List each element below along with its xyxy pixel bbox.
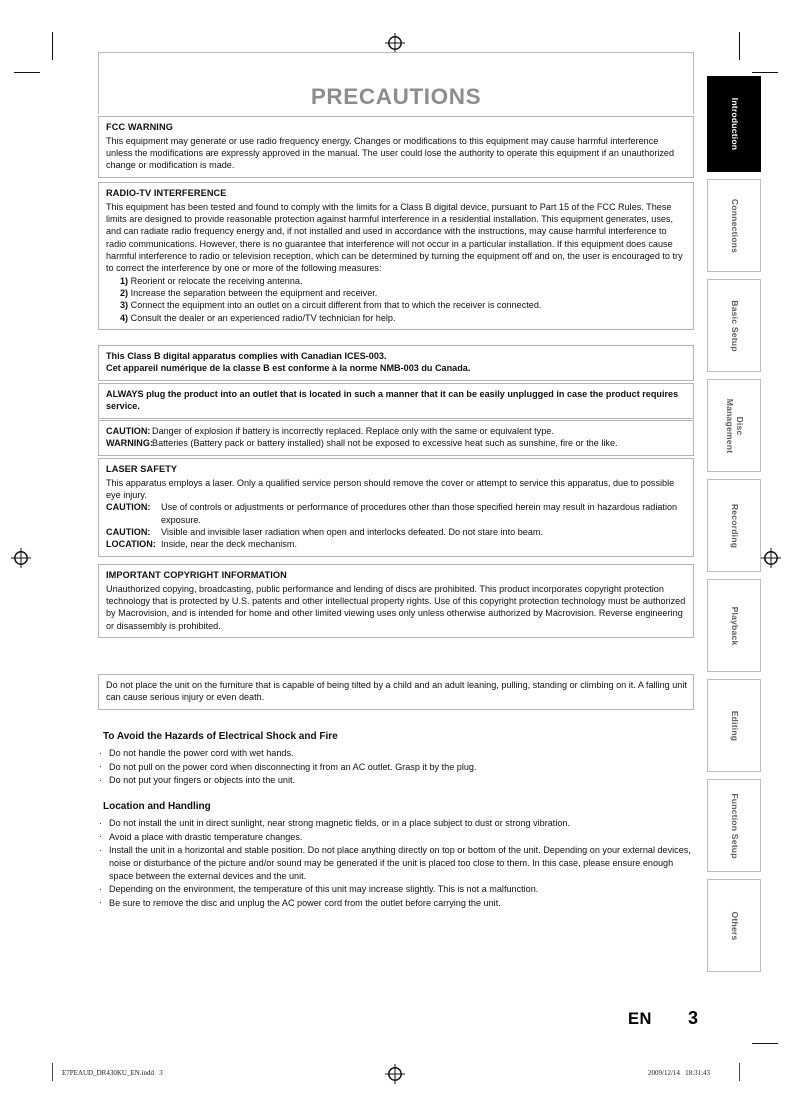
ices-line-english: This Class B digital apparatus complies with Canadian ICES-003. [106, 351, 387, 361]
always-plug-box [98, 383, 694, 419]
caution-label: CAUTION: [106, 502, 151, 513]
list-item [106, 287, 687, 299]
list-item-text: Depending on the environment, the temperature of this unit may increase slightly. This is not a malfunction. [109, 884, 539, 895]
tab-recording[interactable] [707, 479, 761, 572]
registration-mark-bottom [384, 1063, 406, 1085]
caution-text: Visible and invisible laser radiation when open and interlocks defeated. Do not stare into beam. [161, 526, 544, 537]
tab-label: Editing [729, 710, 740, 741]
fcc-warning-body: This equipment may generate or use radio frequency energy. Changes or modifications to this equipment may cause harmful interference unless the modifications are expressly approved in the manual. The user could lose the authority to operate this equipment if an unauthorized change or modification is made. [106, 135, 675, 171]
tab-playback[interactable] [707, 579, 761, 672]
bullet-icon: · [99, 844, 103, 855]
laser-caution-row-2 [106, 526, 687, 538]
measure-text: Connect the equipment into an outlet on a circuit different from that to which the receiver is connected. [130, 300, 542, 311]
radio-tv-measures-list [106, 275, 687, 324]
list-item-text: Do not pull on the power cord when disconnecting it from an AC outlet. Grasp it by the plug. [109, 761, 477, 772]
crop-mark-right-bottom-horizontal [752, 1043, 778, 1044]
list-item [98, 761, 698, 774]
list-item [106, 299, 687, 311]
tab-label: Disc Management [725, 398, 745, 453]
tab-label: Basic Setup [729, 299, 740, 352]
caution-text: Danger of explosion if battery is incorrectly replaced. Replace only with the same or equivalent type. [152, 426, 554, 436]
list-item [106, 275, 687, 287]
registration-mark-left [10, 547, 32, 569]
bullet-icon: · [99, 774, 103, 785]
caution-label: CAUTION: [106, 426, 151, 436]
tab-label: Introduction [729, 97, 740, 151]
list-item [106, 312, 687, 324]
ices-line-french: Cet appareil numérique de la classe B est conforme à la norme NMB-003 du Canada. [106, 363, 471, 374]
list-item-text: Do not handle the power cord with wet hands. [109, 748, 294, 759]
page-title: PRECAUTIONS [310, 84, 482, 109]
footer-rule-left [52, 1063, 53, 1081]
measure-text: Reorient or relocate the receiving antenna. [130, 275, 303, 286]
measure-number: 1) [120, 275, 129, 286]
radio-tv-interference-box [98, 182, 694, 330]
print-filename: E7PEAUD_DR430KU_EN.indd 3 [62, 1069, 163, 1077]
language-code: EN [628, 1010, 652, 1028]
list-item [98, 747, 698, 760]
bullet-icon: · [99, 817, 103, 828]
always-plug-body: ALWAYS plug the product into an outlet that is located in such a manner that it can be easily unplugged in case the product requires service. [106, 389, 679, 412]
furniture-tipping-body: Do not place the unit on the furniture that is capable of being tilted by a child and an adult leaning, pulling, standing or climbing on it. A falling unit can cause serious injury or even death. [106, 680, 687, 703]
crop-mark-top-left-vertical [52, 32, 53, 60]
battery-caution-row [106, 425, 687, 437]
bullet-icon: · [99, 897, 103, 908]
warning-label: WARNING: [106, 438, 153, 449]
warning-text: Batteries (Battery pack or battery installed) shall not be exposed to excessive heat such as sunshine, fire or the like. [152, 438, 618, 449]
measure-number: 2) [120, 288, 129, 299]
radio-tv-heading: RADIO-TV INTERFERENCE [106, 188, 227, 198]
page-number: 3 [688, 1008, 699, 1028]
laser-safety-box [98, 458, 694, 557]
caution-label: CAUTION: [106, 526, 151, 537]
tab-others[interactable] [707, 879, 761, 972]
tab-connections[interactable] [707, 179, 761, 272]
battery-caution-box [98, 420, 694, 456]
footer-rule-right [739, 1063, 740, 1081]
bullet-icon: · [99, 831, 103, 842]
copyright-heading: IMPORTANT COPYRIGHT INFORMATION [106, 570, 287, 580]
furniture-tipping-box [98, 674, 694, 710]
tab-function-setup[interactable] [707, 779, 761, 872]
crop-mark-right-top-horizontal [752, 72, 778, 73]
laser-safety-heading: LASER SAFETY [106, 464, 178, 474]
registration-mark-right [760, 547, 782, 569]
crop-mark-left-top-horizontal [14, 72, 40, 73]
section-list [98, 817, 698, 909]
tab-introduction[interactable] [707, 76, 761, 172]
section-heading: To Avoid the Hazards of Electrical Shock and Fire [103, 731, 338, 742]
list-item-text: Avoid a place with drastic temperature changes. [109, 831, 303, 842]
fcc-warning-box [98, 116, 694, 178]
list-item-text: Do not put your fingers or objects into the unit. [109, 775, 296, 785]
list-item-text: Install the unit in a horizontal and stable position. Do not place anything directly on top or bottom of the unit. Depending on your external devices, noise or disturbance of the picture and/or sound may be generated if the unit is placed too close to them. In this case, please ensure enough space between the external devices and the unit. [109, 845, 691, 881]
tab-disc-management[interactable] [707, 379, 761, 472]
bullet-icon: · [99, 883, 103, 894]
laser-caution-row-1 [106, 501, 687, 526]
crop-mark-top-right-vertical [739, 32, 740, 60]
bullet-icon: · [99, 747, 103, 758]
list-item-text: Be sure to remove the disc and unplug the AC power cord from the outlet before carrying the unit. [109, 897, 501, 908]
list-item [98, 774, 698, 787]
list-item [98, 844, 698, 883]
measure-number: 4) [120, 312, 129, 323]
bullet-icon: · [99, 761, 103, 772]
list-item [98, 831, 698, 844]
section-list [98, 747, 698, 787]
tab-label: Recording [729, 503, 740, 548]
laser-location-row [106, 538, 687, 550]
list-item [98, 883, 698, 896]
page-title-box [98, 52, 694, 114]
list-item [98, 897, 698, 910]
list-item [98, 817, 698, 830]
section-location-handling [98, 800, 698, 910]
measure-text: Increase the separation between the equipment and receiver. [130, 288, 378, 299]
caution-text: Use of controls or adjustments or performance of procedures other than those specified herein may result in hazardous radiation exposure. [161, 502, 678, 525]
ices-003-box [98, 345, 694, 381]
tab-basic-setup[interactable] [707, 279, 761, 372]
tab-label: Playback [729, 606, 740, 645]
location-text: Inside, near the deck mechanism. [161, 539, 297, 550]
copyright-body: Unauthorized copying, broadcasting, public performance and lending of discs are prohibited. This product incorporates copyright protection technology that is protected by U.S. patents and other intellectual property rights. Use of this copyright protection technology must be authorized by Macrovision, and is intended for home and other limited viewing uses only unless otherwise authorized by Macrovision. Reverse engineering or disassembly is prohibited. [106, 583, 686, 631]
tab-label: Others [729, 911, 740, 940]
measure-text: Consult the dealer or an experienced radio/TV technician for help. [130, 312, 396, 323]
tab-label: Function Setup [729, 792, 740, 859]
laser-safety-body: This apparatus employs a laser. Only a qualified service person should remove the cover or attempt to service this apparatus, due to possible eye injury. [106, 477, 675, 500]
section-electrical-shock-fire [98, 730, 698, 787]
registration-mark-top [384, 32, 406, 54]
print-timestamp: 2009/12/14 18:31:43 [648, 1069, 711, 1077]
copyright-info-box [98, 564, 694, 638]
location-label: LOCATION: [106, 539, 156, 550]
fcc-warning-heading: FCC WARNING [106, 122, 173, 132]
radio-tv-body: This equipment has been tested and found to comply with the limits for a Class B digital device, pursuant to Part 15 of the FCC Rules. These limits are designed to provide reasonable protection against harmful interference in a residential installation. This equipment generates, uses, and can radiate radio frequency energy and, if not installed and used in accordance with the instructions, may cause harmful interference to radio communications. However, there is no guarantee that interference will not occur in a particular installation. If this equipment does cause harmful interference to radio or television reception, which can be determined by turning the equipment off and on, the user is encouraged to try to correct the interference by one or more of the following measures: [106, 201, 683, 274]
measure-number: 3) [120, 300, 129, 311]
list-item-text: Do not install the unit in direct sunlight, near strong magnetic fields, or in a place subject to dust or strong vibration. [109, 818, 570, 829]
tab-editing[interactable] [707, 679, 761, 772]
section-heading: Location and Handling [103, 801, 211, 812]
tab-label: Connections [729, 198, 740, 253]
battery-warning-row [106, 437, 687, 449]
